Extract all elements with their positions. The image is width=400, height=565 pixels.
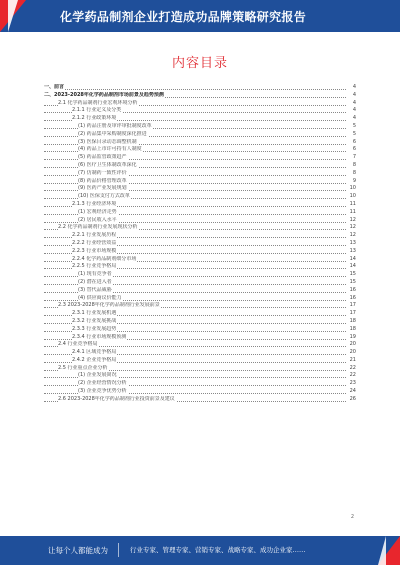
toc-entry[interactable]: [44, 341, 356, 349]
toc-entry-page: 6: [346, 146, 356, 154]
toc-entry[interactable]: [44, 217, 356, 225]
toc-entry[interactable]: [44, 271, 356, 279]
table-of-contents: [44, 84, 356, 404]
toc-entry-label: 2.1 化学药品制剂行业宏观环境分析: [58, 99, 138, 106]
toc-entry-label: 2.3.4 行业市场规模预测: [72, 333, 127, 340]
header-white-stripe: [8, 0, 18, 32]
toc-entry-page: 11: [346, 201, 356, 209]
toc-entry[interactable]: [44, 295, 356, 303]
toc-entry-label: 2.4.1 区域竞争格局: [72, 349, 117, 356]
toc-entry-page: 14: [346, 263, 356, 271]
toc-entry[interactable]: [44, 388, 356, 396]
toc-entry-label: 2.1.1 行业定义及分类: [72, 107, 122, 114]
toc-entry-page: 18: [346, 326, 356, 334]
toc-entry-page: 20: [346, 341, 356, 349]
toc-entry[interactable]: [44, 287, 356, 295]
toc-entry[interactable]: [44, 185, 356, 193]
toc-entry[interactable]: [44, 139, 356, 147]
toc-entry-label: 2.6 2023-2028年化学药品制剂行业投资前景及建议: [58, 395, 175, 402]
footer-slogan-left: 让每个人都能成为: [48, 546, 108, 555]
toc-entry-label: (6) 医疗卫生体制改革深化: [78, 161, 137, 168]
toc-entry-label: 2.2 化学药品制剂行业发展现状分析: [58, 224, 138, 231]
toc-entry[interactable]: [44, 170, 356, 178]
toc-entry-label: (1) 现有竞争者: [78, 271, 112, 278]
toc-entry-label: 2.3.2 行业发展挑战: [72, 317, 117, 324]
toc-entry-page: 8: [346, 170, 356, 178]
toc-entry[interactable]: [44, 92, 356, 100]
toc-entry-page: 16: [346, 295, 356, 303]
report-header: [0, 0, 400, 32]
toc-entry-label: (10) 医保支付方式改革: [78, 193, 130, 200]
toc-entry-label: 2.2.2 行业经营效益: [72, 239, 117, 246]
toc-entry-page: 12: [346, 232, 356, 240]
toc-entry-label: 2.5 行业重点企业分析: [58, 364, 108, 371]
toc-entry-label: (3) 替代品威胁: [78, 286, 112, 293]
toc-entry-label: 2.4.2 企业竞争格局: [72, 356, 117, 363]
toc-entry-label: (4) 供应商议价能力: [78, 294, 122, 301]
toc-entry-page: 26: [346, 396, 356, 404]
toc-entry[interactable]: [44, 256, 356, 264]
toc-entry-label: 一、前言: [44, 84, 65, 90]
toc-entry-page: 5: [346, 123, 356, 131]
toc-entry-page: 9: [346, 178, 356, 186]
toc-entry[interactable]: [44, 100, 356, 108]
footer-slogan-right: 行业专家、管理专家、营销专家、战略专家、成功企业家……: [130, 546, 306, 554]
toc-entry[interactable]: [44, 380, 356, 388]
toc-entry-page: 10: [346, 185, 356, 193]
toc-entry-label: (2) 居民收入水平: [78, 216, 117, 223]
toc-entry-page: 4: [346, 92, 356, 100]
toc-entry-page: 4: [346, 84, 356, 92]
toc-entry-page: 15: [346, 271, 356, 279]
report-title: 化学药品制剂企业打造成功品牌策略研究报告: [60, 10, 307, 24]
toc-entry-label: 2.4 行业竞争格局: [58, 341, 98, 348]
toc-entry-page: 10: [346, 193, 356, 201]
toc-entry-page: 17: [346, 310, 356, 318]
toc-entry[interactable]: [44, 224, 356, 232]
footer-white-stripe: [378, 536, 386, 565]
toc-entry-label: 2.1.3 行业经济环境: [72, 200, 117, 207]
toc-entry-page: 18: [346, 318, 356, 326]
toc-entry-page: 19: [346, 334, 356, 342]
toc-entry[interactable]: [44, 334, 356, 342]
toc-entry[interactable]: [44, 396, 356, 404]
toc-entry-page: 16: [346, 287, 356, 295]
toc-leader-dots: [44, 89, 346, 90]
toc-entry-label: (2) 药品集中采购制度深化推进: [78, 130, 147, 137]
toc-entry[interactable]: [44, 154, 356, 162]
toc-entry[interactable]: [44, 201, 356, 209]
toc-entry-page: 5: [346, 131, 356, 139]
toc-entry-label: 2.3 2023-2028年化学药品制剂行业发展前景: [58, 302, 160, 309]
toc-entry-page: 15: [346, 279, 356, 287]
toc-entry[interactable]: [44, 162, 356, 170]
toc-entry[interactable]: [44, 240, 356, 248]
toc-entry-page: 6: [346, 139, 356, 147]
toc-entry-page: 12: [346, 224, 356, 232]
toc-entry-page: 7: [346, 154, 356, 162]
toc-entry-label: 二、2023-2028年化学药品制剂市场前景及趋势预测: [44, 91, 164, 98]
toc-entry-label: 2.3.1 行业发展机遇: [72, 310, 117, 317]
toc-entry-label: 2.1.2 行业政策环境: [72, 115, 117, 122]
toc-entry-label: (5) 药品监管政策趋严: [78, 154, 127, 161]
toc-entry[interactable]: [44, 372, 356, 380]
toc-entry-page: 21: [346, 357, 356, 365]
toc-entry-page: 20: [346, 349, 356, 357]
toc-entry[interactable]: [44, 357, 356, 365]
toc-entry[interactable]: [44, 310, 356, 318]
toc-entry-label: (3) 医保目录动态调整机制: [78, 138, 137, 145]
toc-entry-page: 11: [346, 209, 356, 217]
toc-entry[interactable]: [44, 302, 356, 310]
toc-entry[interactable]: [44, 131, 356, 139]
toc-entry[interactable]: [44, 349, 356, 357]
toc-entry[interactable]: [44, 193, 356, 201]
toc-entry[interactable]: [44, 107, 356, 115]
toc-entry[interactable]: [44, 365, 356, 373]
toc-entry-page: 22: [346, 372, 356, 380]
toc-entry-page: 22: [346, 365, 356, 373]
toc-entry-page: 4: [346, 107, 356, 115]
toc-entry-label: 2.2.1 行业发展历程: [72, 232, 117, 239]
toc-entry[interactable]: [44, 263, 356, 271]
toc-entry[interactable]: [44, 123, 356, 131]
toc-entry-page: 13: [346, 248, 356, 256]
toc-entry-label: 2.2.4 化学药品制剂细分市场: [72, 255, 137, 262]
toc-entry-label: (2) 企业经营情况分析: [78, 380, 127, 387]
footer-divider: [118, 543, 119, 557]
toc-entry-page: 8: [346, 162, 356, 170]
toc-entry-page: 23: [346, 380, 356, 388]
toc-entry-page: 4: [346, 115, 356, 123]
toc-entry-label: (1) 宏观经济走势: [78, 208, 117, 215]
toc-entry-page: 17: [346, 302, 356, 310]
toc-heading: 内容目录: [171, 56, 228, 71]
toc-entry[interactable]: [44, 318, 356, 326]
toc-entry-page: 13: [346, 240, 356, 248]
toc-entry-label: (1) 企业发展简况: [78, 372, 117, 379]
toc-entry[interactable]: [44, 178, 356, 186]
toc-entry[interactable]: [44, 232, 356, 240]
page-number: 2: [350, 514, 354, 520]
toc-entry-page: 4: [346, 100, 356, 108]
toc-entry-label: (1) 药品注册及审评审批制度改革: [78, 122, 152, 129]
toc-entry[interactable]: [44, 248, 356, 256]
toc-entry-label: (8) 药品价格管理改革: [78, 177, 127, 184]
toc-entry-page: 14: [346, 256, 356, 264]
toc-entry-label: 2.3.3 行业发展趋势: [72, 325, 117, 332]
toc-entry-label: 2.2.5 行业竞争格局: [72, 263, 117, 270]
toc-entry-page: 24: [346, 388, 356, 396]
toc-entry-label: (4) 药品上市许可持有人制度: [78, 146, 142, 153]
toc-entry-label: (2) 潜在进入者: [78, 278, 112, 285]
toc-entry[interactable]: [44, 279, 356, 287]
toc-entry-label: (9) 医药产业发展规划: [78, 185, 127, 192]
toc-entry[interactable]: [44, 146, 356, 154]
toc-entry-label: (7) 仿制药一致性评价: [78, 169, 127, 176]
toc-entry[interactable]: [44, 115, 356, 123]
toc-entry[interactable]: [44, 209, 356, 217]
toc-entry-label: (3) 企业竞争优势分析: [78, 388, 127, 395]
toc-entry[interactable]: [44, 326, 356, 334]
toc-entry-page: 12: [346, 217, 356, 225]
toc-entry[interactable]: [44, 84, 356, 92]
report-footer: [0, 536, 400, 565]
toc-entry-label: 2.2.3 行业市场规模: [72, 247, 117, 254]
